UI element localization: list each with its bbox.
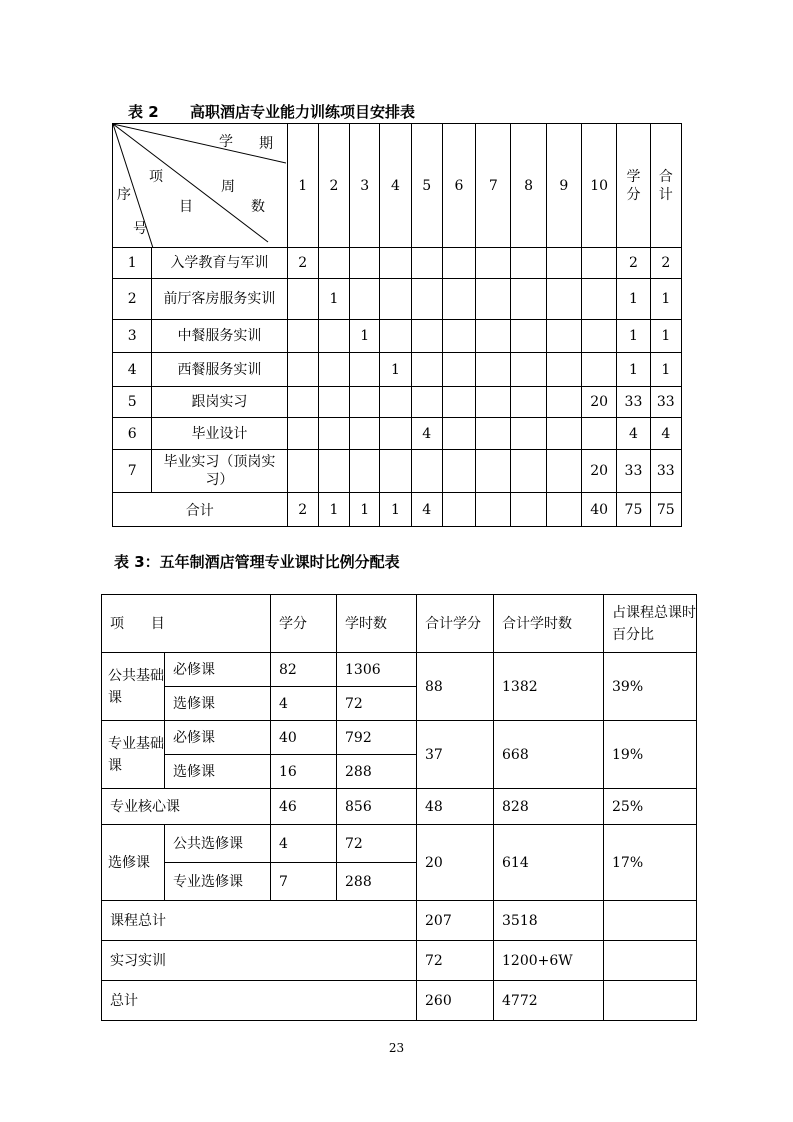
sum-credit-cell: 88	[417, 653, 494, 721]
semester-1-header: 1	[287, 124, 318, 248]
semester-4-cell	[380, 279, 411, 320]
semester-3-cell	[350, 279, 380, 320]
semester-6-cell	[442, 387, 475, 418]
project-name: 跟岗实习	[152, 387, 287, 418]
table-row	[113, 248, 682, 279]
hours-cell: 856	[337, 789, 417, 825]
row-number: 6	[113, 418, 152, 450]
sum-hours-header: 合计学时数	[494, 595, 604, 653]
semester-10-cell	[582, 320, 617, 353]
semester-8-cell	[511, 353, 546, 387]
sum-hours-cell: 3518	[494, 901, 604, 941]
semester-8-header: 8	[511, 124, 546, 248]
total-cell: 33	[650, 450, 681, 493]
semester-1-cell	[287, 387, 318, 418]
credit-cell: 40	[271, 721, 337, 755]
semester-2-sum: 1	[318, 493, 349, 527]
credit-cell: 2	[617, 248, 650, 279]
hours-header: 学时数	[337, 595, 417, 653]
semester-1-cell	[287, 279, 318, 320]
table2	[112, 123, 682, 527]
table-row	[102, 789, 697, 825]
semester-2-cell	[318, 320, 349, 353]
semester-3-cell	[350, 248, 380, 279]
total-sum: 75	[650, 493, 681, 527]
semester-5-cell	[411, 353, 442, 387]
semester-9-cell	[546, 320, 581, 353]
table-row	[102, 721, 697, 755]
table2-diagonal-header	[113, 124, 288, 248]
semester-9-cell	[546, 450, 581, 493]
semester-1-cell	[287, 418, 318, 450]
table-row	[113, 450, 682, 493]
percent-cell	[604, 901, 697, 941]
sum-label: 合计	[113, 493, 288, 527]
hours-cell: 72	[337, 825, 417, 863]
table2-header-row	[113, 124, 682, 248]
percent-cell: 17%	[604, 825, 697, 901]
semester-7-cell	[476, 450, 511, 493]
semester-9-cell	[546, 418, 581, 450]
semester-7-header: 7	[476, 124, 511, 248]
total-cell: 4	[650, 418, 681, 450]
semester-9-cell	[546, 353, 581, 387]
semester-4-cell	[380, 418, 411, 450]
group-name-public-basic: 公共基础课	[102, 653, 165, 721]
credit-header: 学分	[617, 124, 650, 248]
semester-7-cell	[476, 279, 511, 320]
semester-2-cell	[318, 418, 349, 450]
table3-caption: 表 3：五年制酒店管理专业课时比例分配表	[114, 553, 400, 571]
table-row	[102, 825, 697, 863]
row-number: 3	[113, 320, 152, 353]
semester-7-cell	[476, 248, 511, 279]
semester-10-header: 10	[582, 124, 617, 248]
semester-6-cell	[442, 248, 475, 279]
diag-label-hao: 号	[133, 221, 147, 237]
semester-8-cell	[511, 418, 546, 450]
semester-6-cell	[442, 418, 475, 450]
table-row	[102, 901, 697, 941]
table3	[101, 594, 697, 1021]
semester-7-cell	[476, 353, 511, 387]
semester-5-sum: 4	[411, 493, 442, 527]
table-row-sum	[113, 493, 682, 527]
semester-9-sum	[546, 493, 581, 527]
semester-3-cell	[350, 450, 380, 493]
semester-8-cell	[511, 248, 546, 279]
sub-name: 选修课	[165, 755, 271, 789]
semester-4-header: 4	[380, 124, 411, 248]
hours-cell: 1306	[337, 653, 417, 687]
semester-4-cell	[380, 320, 411, 353]
semester-9-cell	[546, 248, 581, 279]
percent-header: 占课程总课时百分比	[604, 595, 697, 653]
sub-name: 必修课	[165, 653, 271, 687]
percent-cell	[604, 981, 697, 1021]
semester-6-cell	[442, 353, 475, 387]
row-number: 1	[113, 248, 152, 279]
diag-label-qi: 期	[259, 136, 273, 152]
semester-6-header: 6	[442, 124, 475, 248]
project-name: 前厅客房服务实训	[152, 279, 287, 320]
hours-cell: 72	[337, 687, 417, 721]
credit-cell: 1	[617, 320, 650, 353]
semester-7-cell	[476, 320, 511, 353]
row-number: 4	[113, 353, 152, 387]
sub-name: 选修课	[165, 687, 271, 721]
semester-4-cell: 1	[380, 353, 411, 387]
project-name: 毕业实习（顶岗实习）	[152, 450, 287, 493]
semester-1-cell: 2	[287, 248, 318, 279]
table-row	[113, 353, 682, 387]
semester-2-cell	[318, 450, 349, 493]
diag-label-zhou: 周	[221, 179, 235, 195]
sum-hours-cell: 1200+6W	[494, 941, 604, 981]
core-course-name: 专业核心课	[102, 789, 271, 825]
total-header: 合计	[650, 124, 681, 248]
semester-5-cell: 4	[411, 418, 442, 450]
course-total-label: 课程总计	[102, 901, 417, 941]
page-number: 23	[388, 1041, 405, 1055]
semester-5-cell	[411, 320, 442, 353]
semester-2-cell: 1	[318, 279, 349, 320]
total-cell: 2	[650, 248, 681, 279]
semester-2-cell	[318, 248, 349, 279]
total-cell: 1	[650, 320, 681, 353]
row-number: 5	[113, 387, 152, 418]
semester-6-sum	[442, 493, 475, 527]
project-name: 西餐服务实训	[152, 353, 287, 387]
elective-group-name: 选修课	[102, 825, 165, 901]
sum-hours-cell: 1382	[494, 653, 604, 721]
sum-credit-cell: 260	[417, 981, 494, 1021]
semester-2-cell	[318, 387, 349, 418]
group-name-major-basic: 专业基础课	[102, 721, 165, 789]
diag-label-shu: 数	[251, 199, 265, 215]
semester-3-header: 3	[350, 124, 380, 248]
semester-9-cell	[546, 279, 581, 320]
credit-cell: 46	[271, 789, 337, 825]
sub-name: 专业选修课	[165, 863, 271, 901]
sum-credit-cell: 72	[417, 941, 494, 981]
sum-credit-header: 合计学分	[417, 595, 494, 653]
table-row	[102, 653, 697, 687]
diag-label-xu: 序	[117, 187, 131, 203]
sum-hours-cell: 828	[494, 789, 604, 825]
semester-3-cell	[350, 387, 380, 418]
semester-3-sum: 1	[350, 493, 380, 527]
semester-3-cell	[350, 353, 380, 387]
semester-7-sum	[476, 493, 511, 527]
table3-header-row	[102, 595, 697, 653]
total-cell: 1	[650, 279, 681, 320]
sum-hours-cell: 614	[494, 825, 604, 901]
semester-4-cell	[380, 450, 411, 493]
hours-cell: 288	[337, 755, 417, 789]
sum-hours-cell: 668	[494, 721, 604, 789]
semester-2-header: 2	[318, 124, 349, 248]
row-number: 7	[113, 450, 152, 493]
credit-cell: 33	[617, 450, 650, 493]
percent-cell: 19%	[604, 721, 697, 789]
sum-credit-cell: 37	[417, 721, 494, 789]
sum-credit-cell: 48	[417, 789, 494, 825]
percent-cell: 39%	[604, 653, 697, 721]
semester-1-cell	[287, 320, 318, 353]
semester-4-sum: 1	[380, 493, 411, 527]
credit-cell: 1	[617, 353, 650, 387]
table2-caption: 表 2 高职酒店专业能力训练项目安排表	[128, 103, 415, 121]
project-name: 毕业设计	[152, 418, 287, 450]
semester-7-cell	[476, 418, 511, 450]
project-name: 中餐服务实训	[152, 320, 287, 353]
semester-1-cell	[287, 450, 318, 493]
table-row	[113, 320, 682, 353]
semester-10-cell	[582, 353, 617, 387]
diag-label-xiang: 项	[149, 169, 163, 185]
grand-total-label: 总计	[102, 981, 417, 1021]
semester-8-cell	[511, 450, 546, 493]
semester-8-cell	[511, 387, 546, 418]
row-number: 2	[113, 279, 152, 320]
semester-10-sum: 40	[582, 493, 617, 527]
sub-name: 公共选修课	[165, 825, 271, 863]
semester-4-cell	[380, 248, 411, 279]
table-row	[102, 941, 697, 981]
semester-6-cell	[442, 320, 475, 353]
semester-9-header: 9	[546, 124, 581, 248]
credit-cell: 16	[271, 755, 337, 789]
percent-cell	[604, 941, 697, 981]
semester-3-cell: 1	[350, 320, 380, 353]
credit-cell: 4	[617, 418, 650, 450]
sum-hours-cell: 4772	[494, 981, 604, 1021]
credit-cell: 1	[617, 279, 650, 320]
diag-label-mu: 目	[179, 199, 193, 215]
semester-4-cell	[380, 387, 411, 418]
credit-cell: 4	[271, 687, 337, 721]
semester-2-cell	[318, 353, 349, 387]
diag-label-xue: 学	[219, 134, 233, 150]
total-cell: 33	[650, 387, 681, 418]
percent-cell: 25%	[604, 789, 697, 825]
semester-5-cell	[411, 248, 442, 279]
practice-label: 实习实训	[102, 941, 417, 981]
semester-8-cell	[511, 279, 546, 320]
semester-8-sum	[511, 493, 546, 527]
table-row	[113, 387, 682, 418]
semester-10-cell	[582, 248, 617, 279]
semester-3-cell	[350, 418, 380, 450]
semester-10-cell	[582, 279, 617, 320]
hours-cell: 288	[337, 863, 417, 901]
sub-name: 必修课	[165, 721, 271, 755]
semester-6-cell	[442, 450, 475, 493]
credit-header: 学分	[271, 595, 337, 653]
semester-5-header: 5	[411, 124, 442, 248]
credit-cell: 33	[617, 387, 650, 418]
credit-cell: 7	[271, 863, 337, 901]
sum-credit-cell: 207	[417, 901, 494, 941]
hours-cell: 792	[337, 721, 417, 755]
semester-6-cell	[442, 279, 475, 320]
credit-sum: 75	[617, 493, 650, 527]
semester-10-cell: 20	[582, 450, 617, 493]
semester-5-cell	[411, 450, 442, 493]
project-name: 入学教育与军训	[152, 248, 287, 279]
credit-cell: 82	[271, 653, 337, 687]
semester-1-sum: 2	[287, 493, 318, 527]
table-row	[102, 981, 697, 1021]
semester-1-cell	[287, 353, 318, 387]
semester-7-cell	[476, 387, 511, 418]
sum-credit-cell: 20	[417, 825, 494, 901]
semester-9-cell	[546, 387, 581, 418]
table-row	[113, 418, 682, 450]
semester-8-cell	[511, 320, 546, 353]
semester-10-cell	[582, 418, 617, 450]
semester-5-cell	[411, 387, 442, 418]
table-row	[113, 279, 682, 320]
semester-10-cell: 20	[582, 387, 617, 418]
credit-cell: 4	[271, 825, 337, 863]
total-cell: 1	[650, 353, 681, 387]
item-header: 项 目	[102, 595, 271, 653]
semester-5-cell	[411, 279, 442, 320]
